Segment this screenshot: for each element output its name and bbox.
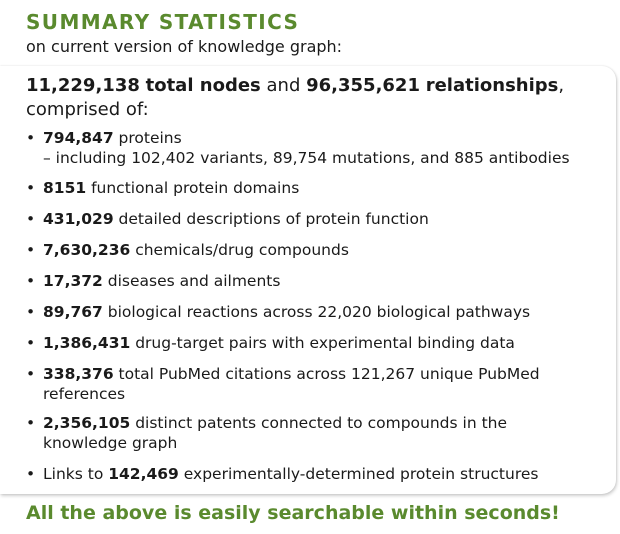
summary-connector: and (266, 75, 301, 96)
item-value: 794,847 (43, 129, 114, 147)
bullet-icon: • (26, 365, 36, 383)
bullet-icon: • (26, 334, 36, 352)
list-item-structures (26, 464, 586, 484)
item-value: 338,376 (43, 365, 114, 383)
list-item-drug-target-pairs (26, 333, 586, 353)
bullet-icon: • (26, 210, 36, 228)
list-item-patents (26, 413, 586, 453)
item-text: biological reactions across 22,020 biological pathways (102, 303, 531, 321)
item-value: 17,372 (43, 272, 103, 290)
item-text: diseases and ailments (102, 272, 281, 290)
item-value: 2,356,105 (43, 414, 131, 432)
item-prefix: Links to (43, 465, 109, 483)
bullet-icon: • (26, 465, 36, 483)
bullet-icon: • (26, 272, 36, 290)
item-text: chemicals/drug compounds (130, 241, 349, 259)
relationships-value: 96,355,621 (306, 75, 420, 96)
summary-comma: , (558, 75, 565, 96)
item-text: experimentally-determined protein structures (178, 465, 539, 483)
list-item-descriptions (26, 209, 586, 229)
bullet-icon: • (26, 241, 36, 259)
list-item-domains (26, 178, 586, 198)
item-text: detailed descriptions of protein function (113, 210, 429, 228)
bullet-icon: • (26, 414, 36, 432)
list-item-reactions (26, 302, 586, 322)
item-value: 7,630,236 (43, 241, 131, 259)
page-title: SUMMARY STATISTICS (26, 10, 300, 34)
bullet-icon: • (26, 303, 36, 321)
statistics-panel (0, 66, 616, 494)
relationships-label: relationships (425, 75, 559, 96)
page-subtitle: on current version of knowledge graph: (26, 37, 343, 56)
total-nodes-label: total nodes (145, 75, 261, 96)
total-nodes-value: 11,229,138 (26, 75, 140, 96)
bullet-icon: • (26, 129, 36, 147)
list-item-diseases (26, 271, 586, 291)
item-text: distinct patents connected to compounds in the knowledge graph (43, 414, 508, 452)
item-value: 431,029 (43, 210, 114, 228)
item-value: 142,469 (108, 465, 179, 483)
summary-intro (26, 74, 596, 122)
item-text: functional protein domains (86, 179, 300, 197)
list-item-pubmed (26, 364, 586, 404)
item-value: 89,767 (43, 303, 103, 321)
list-item-compounds (26, 240, 586, 260)
item-value: 1,386,431 (43, 334, 131, 352)
item-text: drug-target pairs with experimental binding data (130, 334, 515, 352)
item-value: 8151 (43, 179, 87, 197)
summary-tail: comprised of: (26, 99, 149, 120)
item-text: proteins (113, 129, 182, 147)
item-text: total PubMed citations across 121,267 unique PubMed references (43, 365, 540, 403)
bullet-icon: • (26, 179, 36, 197)
protein-breakdown: – including 102,402 variants, 89,754 mutations, and 885 antibodies (43, 149, 570, 167)
list-item-proteins (26, 128, 586, 168)
footer-tagline: All the above is easily searchable within seconds! (26, 502, 560, 524)
